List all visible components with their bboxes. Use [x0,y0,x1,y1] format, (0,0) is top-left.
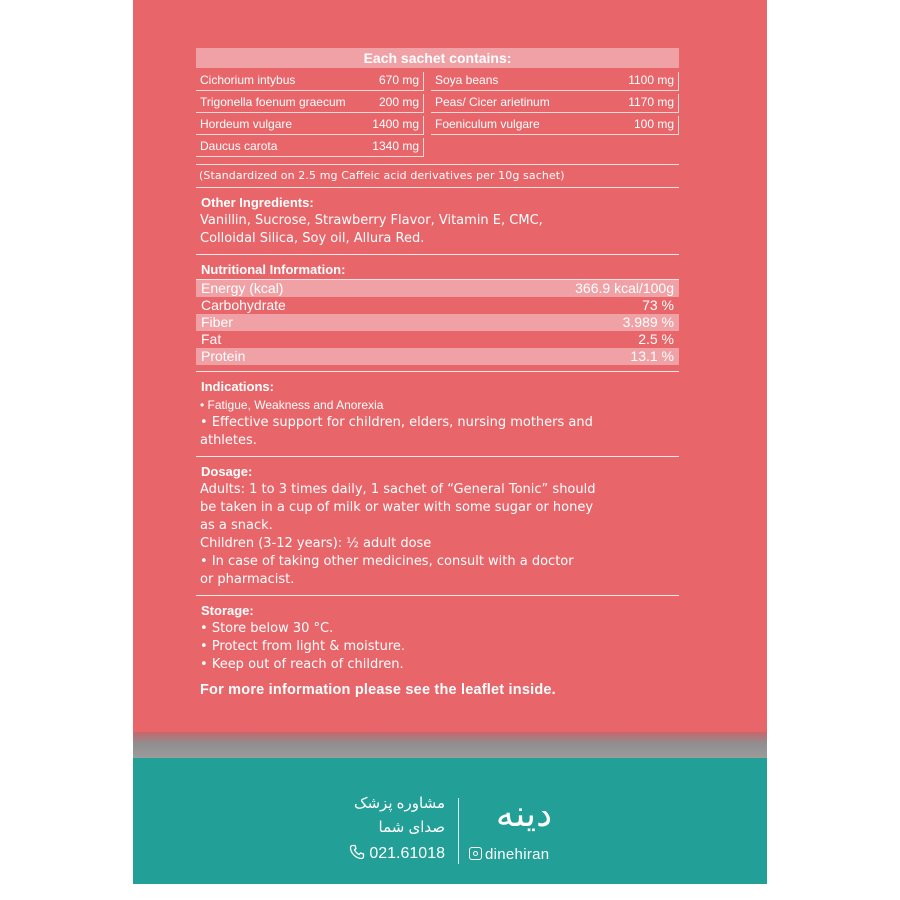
storage-item [196,638,679,656]
nutrient-value: 2.5 % [638,331,674,347]
ingredients-line: Vanillin, Sucrose, Strawberry Flavor, Vitamin E, CMC, [200,213,543,228]
nutrient-label: Energy (kcal) [201,280,284,296]
storage-text: Keep out of reach of children. [211,657,404,672]
bullet-glyph: • [200,415,208,430]
section-title: Nutritional Information: [196,261,679,280]
nutrition-row [196,331,679,348]
ingredient-column-right [431,72,679,160]
indication-item [196,396,679,414]
bullet-glyph: • [200,621,208,636]
ingredient-amount: 1170 mg [628,95,674,109]
brand-logo-text: دینه [495,794,553,835]
nutrient-value: 13.1 % [630,348,674,364]
indication-continuation: athletes. [200,433,257,448]
indications-section [196,378,679,450]
phone-icon [349,844,365,860]
ingredient-amount: 1340 mg [372,139,419,153]
nutrition-row [196,280,679,297]
indication-item [196,414,679,432]
nutrition-section [196,261,679,365]
package-panel [133,0,767,884]
nutrient-value: 3.989 % [622,314,674,330]
nutrition-row [196,314,679,331]
storage-item [196,620,679,638]
ingredient-amount: 1400 mg [372,117,419,131]
bullet-glyph: • [200,398,205,412]
phone-number-text: 021.61018 [369,845,445,862]
ingredient-amount: 670 mg [378,73,419,87]
section-title: Storage: [201,603,254,618]
section-title: Indications: [201,379,274,394]
ingredient-name: Daucus carota [200,139,278,153]
divider [196,456,679,457]
brand-logo [469,788,579,838]
sachet-header: Each sachet contains: [196,48,679,68]
ingredient-row [431,116,679,135]
consult-line-1: مشاوره پزشک [354,795,445,812]
ingredient-column-left [196,72,424,160]
ingredient-row [196,72,424,91]
ingredient-row [196,94,424,113]
ingredient-name: Hordeum vulgare [200,117,293,131]
ingredient-row [196,116,424,135]
indication-text: Fatigue, Weakness and Anorexia [207,398,384,412]
footer-band [133,758,767,884]
dosage-line: Adults: 1 to 3 times daily, 1 sachet of “General Tonic” should [200,482,596,497]
divider [196,254,679,255]
storage-item [196,656,679,674]
consult-line-2: صدای شما [378,819,445,836]
dosage-text: In case of taking other medicines, consult with a doctor [211,554,574,569]
ingredient-name: Trigonella foenum graecum [200,95,346,109]
divider [196,595,679,596]
ingredients-line: Colloidal Silica, Soy oil, Allura Red. [200,231,425,246]
ingredient-amount: 200 mg [378,95,419,109]
section-title: Dosage: [201,464,253,479]
bullet-glyph: • [200,554,208,569]
divider [196,371,679,372]
dosage-line [196,553,679,571]
nutrient-label: Fat [201,331,222,347]
more-info-text: For more information please see the leaflet inside. [200,682,556,698]
dosage-line: as a snack. [200,518,273,533]
phone-number [349,844,445,863]
dosage-line: or pharmacist. [200,572,295,587]
nutrient-label: Protein [201,348,246,364]
ingredient-name: Soya beans [435,73,499,87]
storage-section [196,602,679,674]
ingredient-amount: 100 mg [633,117,674,131]
storage-text: Store below 30 °C. [211,621,334,636]
storage-text: Protect from light & moisture. [211,639,406,654]
label-content [196,48,679,698]
instagram-icon [469,847,482,860]
ingredient-name: Cichorium intybus [200,73,296,87]
dosage-line: Children (3-12 years): ½ adult dose [200,536,432,551]
nutrition-row [196,297,679,314]
ingredient-row [196,138,424,157]
indication-text: Effective support for children, elders, nursing mothers and [211,415,593,430]
nutrient-value: 366.9 kcal/100g [575,280,674,296]
ingredient-amount: 1100 mg [628,73,674,87]
ingredient-name: Peas/ Cicer arietinum [435,95,550,109]
ingredient-row [431,94,679,113]
bullet-glyph: • [200,657,208,672]
grey-stripe [133,732,767,758]
nutrient-label: Carbohydrate [201,297,286,313]
section-title: Other Ingredients: [201,195,314,210]
dosage-line: be taken in a cup of milk or water with some sugar or honey [200,500,594,515]
ingredient-row [431,72,679,91]
nutrient-label: Fiber [201,314,233,330]
bullet-glyph: • [200,639,208,654]
footer-divider [458,798,459,864]
standardization-note: (Standardized on 2.5 mg Caffeic acid derivatives per 10g sachet) [196,164,679,188]
ingredient-table [196,72,679,160]
handle-text: dinehiran [485,846,550,863]
ingredient-name: Foeniculum vulgare [435,117,540,131]
instagram-handle [469,846,549,863]
other-ingredients-section [196,194,679,248]
dosage-section [196,463,679,589]
nutrient-value: 73 % [642,297,674,313]
nutrition-row [196,348,679,365]
